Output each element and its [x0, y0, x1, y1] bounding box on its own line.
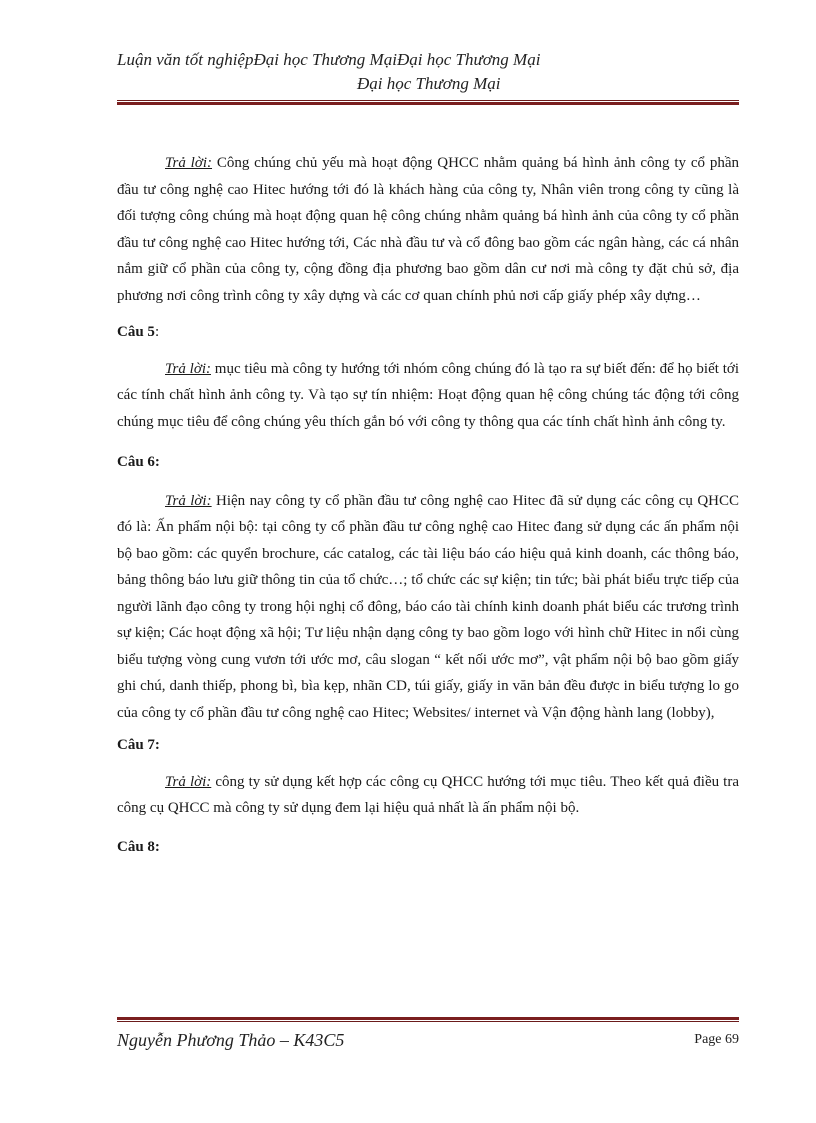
answer-label: Trả lời:	[165, 492, 212, 509]
answer-text: mục tiêu mà công ty hướng tới nhóm công chúng đó là tạo ra sự biết đến: để họ biết tới các tính chất hình ảnh công ty. Và tạo sự tín nhiệm: Hoạt động quan hệ công chúng tác động tới công chúng mục tiêu để công chúng yêu thích gắn bó với công ty thông qua các tính chất hình ảnh công ty.	[117, 360, 739, 430]
answer-text: Hiện nay công ty cổ phần đầu tư công nghệ cao Hitec đã sử dụng các công cụ QHCC đó là: Ấn phẩm nội bộ: tại công ty cổ phần đầu tư công nghệ cao Hitec đang sử dụng các ấn phẩm nội bộ bao gồm: các quyển brochure, các catalog, các tài liệu báo cáo hiệu quả kinh doanh, các thông báo, bảng thông báo lưu giữ thông tin của tổ chức…; tổ chức các sự kiện; tin tức; bài phát biểu trực tiếp của người lãnh đạo công ty trong hội nghị cổ đông, báo cáo tài chính kinh doanh phát biểu các trương trình sự kiện; Các hoạt động xã hội; Tư liệu nhận dạng công ty bao gồm logo với hình chữ Hitec in nổi cùng biểu tượng vòng cung vươn tới ước mơ, câu slogan “ kết nối ước mơ”, vật phẩm nội bộ bao gồm giấy ghi chú, danh thiếp, phong bì, bìa kẹp, nhãn CD, túi giấy, giấy in văn bản đều được in biểu tượng lo go của công ty cổ phần đầu tư công nghệ cao Hitec; Websites/ internet và Vận động hành lang (lobby),	[117, 492, 740, 721]
footer-author: Nguyễn Phương Thảo – K43C5	[117, 1030, 345, 1050]
answer-label: Trả lời:	[165, 360, 211, 377]
page-number: Page 69	[694, 1032, 739, 1047]
answer-paragraph-5	[117, 356, 739, 436]
footer-rule	[117, 1017, 739, 1022]
page-header	[117, 48, 737, 96]
question-colon: :	[154, 324, 160, 340]
header-title-line1: Luận văn tốt nghiệpĐại học Thương MạiĐại học Thương Mại	[117, 50, 541, 69]
answer-label: Trả lời:	[165, 773, 212, 790]
question-heading-5	[117, 319, 739, 346]
answer-text: công ty sử dụng kết hợp các công cụ QHCC hướng tới mục tiêu. Theo kết quả điều tra công cụ QHCC mà công ty sử dụng đem lại hiệu quả nhất là ấn phẩm nội bộ.	[117, 773, 740, 816]
question-heading-8: Câu 8:	[117, 838, 160, 855]
document-body	[117, 150, 739, 860]
answer-label: Trả lời:	[165, 155, 213, 171]
question-label: Câu 5	[117, 324, 155, 340]
answer-paragraph-7	[117, 769, 739, 822]
page-footer	[117, 1026, 739, 1056]
question-heading-7: Câu 7:	[117, 737, 160, 753]
header-rule	[117, 100, 739, 105]
question-heading-6: Câu 6:	[117, 454, 160, 470]
header-title-line2: Đại học Thương Mại	[357, 74, 501, 93]
answer-text: Công chúng chủ yếu mà hoạt động QHCC nhằm quảng bá hình ảnh công ty cổ phần đầu tư công nghệ cao Hitec hướng tới đó là khách hàng của công ty, Nhân viên trong công ty cũng là đối tượng công chúng mà hoạt động quan hệ công chúng nhằm quảng bá hình ảnh của công ty cổ phần đầu tư công nghệ cao Hitec hướng tới, Các nhà đầu tư và cổ đông bao gồm các ngân hàng, các cá nhân nắm giữ cổ phần của công ty, cộng đồng địa phương bao gồm dân cư nơi mà công ty đặt chủ sở, địa phương nơi công trình công ty xây dựng và các cơ quan chính phủ nơi cấp giấy phép xây dựng…	[117, 155, 739, 304]
answer-paragraph-6	[117, 488, 739, 727]
answer-paragraph-4	[117, 150, 739, 309]
